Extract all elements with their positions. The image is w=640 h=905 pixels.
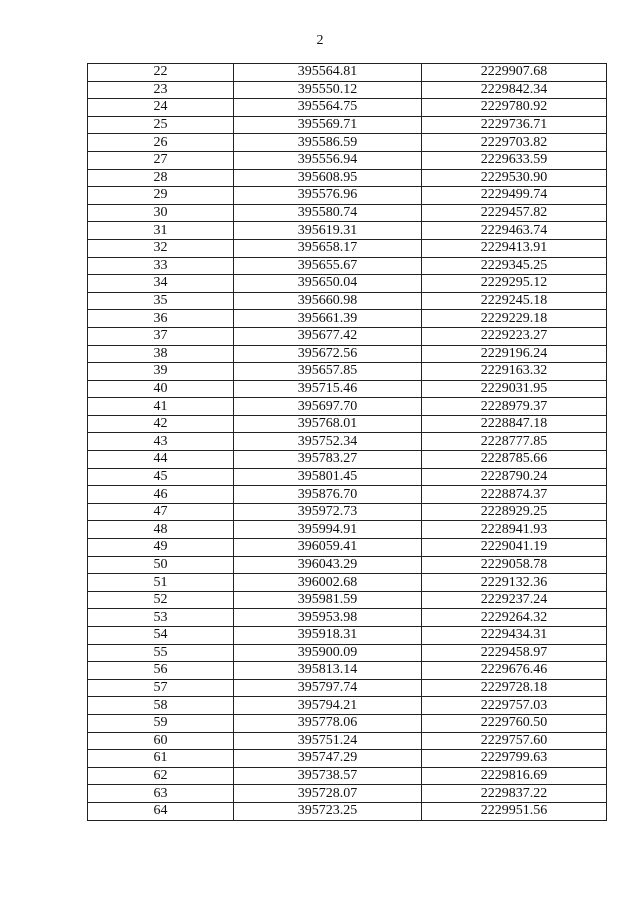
table-row (88, 627, 607, 645)
x-coordinate-cell: 395751.24 (234, 732, 422, 750)
point-number-cell: 26 (88, 134, 234, 152)
y-coordinate-cell: 2228777.85 (422, 433, 607, 451)
table-row (88, 81, 607, 99)
x-coordinate-cell: 395564.75 (234, 99, 422, 117)
table-row (88, 222, 607, 240)
y-coordinate-cell: 2229163.32 (422, 363, 607, 381)
point-number-cell: 40 (88, 380, 234, 398)
x-coordinate-cell: 395738.57 (234, 767, 422, 785)
x-coordinate-cell: 395650.04 (234, 275, 422, 293)
x-coordinate-cell: 395723.25 (234, 802, 422, 820)
x-coordinate-cell: 395900.09 (234, 644, 422, 662)
x-coordinate-cell: 395768.01 (234, 415, 422, 433)
y-coordinate-cell: 2229458.97 (422, 644, 607, 662)
point-number-cell: 30 (88, 204, 234, 222)
point-number-cell: 60 (88, 732, 234, 750)
table-row (88, 327, 607, 345)
x-coordinate-cell: 395813.14 (234, 662, 422, 680)
x-coordinate-cell: 395672.56 (234, 345, 422, 363)
point-number-cell: 54 (88, 627, 234, 645)
point-number-cell: 33 (88, 257, 234, 275)
table-row (88, 521, 607, 539)
point-number-cell: 57 (88, 679, 234, 697)
y-coordinate-cell: 2229842.34 (422, 81, 607, 99)
y-coordinate-cell: 2229951.56 (422, 802, 607, 820)
point-number-cell: 39 (88, 363, 234, 381)
table-row (88, 697, 607, 715)
table-row (88, 345, 607, 363)
table-row (88, 380, 607, 398)
point-number-cell: 22 (88, 64, 234, 82)
y-coordinate-cell: 2229041.19 (422, 539, 607, 557)
table-row (88, 99, 607, 117)
x-coordinate-cell: 395747.29 (234, 750, 422, 768)
table-row (88, 662, 607, 680)
point-number-cell: 28 (88, 169, 234, 187)
y-coordinate-cell: 2229229.18 (422, 310, 607, 328)
point-number-cell: 63 (88, 785, 234, 803)
x-coordinate-cell: 395661.39 (234, 310, 422, 328)
y-coordinate-cell: 2229676.46 (422, 662, 607, 680)
table-row (88, 609, 607, 627)
y-coordinate-cell: 2229780.92 (422, 99, 607, 117)
table-row (88, 116, 607, 134)
table-row (88, 204, 607, 222)
x-coordinate-cell: 395580.74 (234, 204, 422, 222)
y-coordinate-cell: 2229457.82 (422, 204, 607, 222)
y-coordinate-cell: 2229736.71 (422, 116, 607, 134)
point-number-cell: 34 (88, 275, 234, 293)
x-coordinate-cell: 395981.59 (234, 591, 422, 609)
y-coordinate-cell: 2228790.24 (422, 468, 607, 486)
y-coordinate-cell: 2229837.22 (422, 785, 607, 803)
x-coordinate-cell: 395797.74 (234, 679, 422, 697)
x-coordinate-cell: 396002.68 (234, 574, 422, 592)
y-coordinate-cell: 2229728.18 (422, 679, 607, 697)
y-coordinate-cell: 2229058.78 (422, 556, 607, 574)
x-coordinate-cell: 395657.85 (234, 363, 422, 381)
x-coordinate-cell: 395794.21 (234, 697, 422, 715)
table-row (88, 310, 607, 328)
y-coordinate-cell: 2229237.24 (422, 591, 607, 609)
x-coordinate-cell: 395918.31 (234, 627, 422, 645)
point-number-cell: 36 (88, 310, 234, 328)
y-coordinate-cell: 2229434.31 (422, 627, 607, 645)
table-row (88, 468, 607, 486)
point-number-cell: 62 (88, 767, 234, 785)
x-coordinate-cell: 395660.98 (234, 292, 422, 310)
x-coordinate-cell: 395576.96 (234, 187, 422, 205)
point-number-cell: 29 (88, 187, 234, 205)
y-coordinate-cell: 2229799.63 (422, 750, 607, 768)
table-row (88, 591, 607, 609)
x-coordinate-cell: 395586.59 (234, 134, 422, 152)
x-coordinate-cell: 395783.27 (234, 451, 422, 469)
point-number-cell: 42 (88, 415, 234, 433)
coordinates-table-body (88, 64, 607, 821)
y-coordinate-cell: 2229132.36 (422, 574, 607, 592)
table-row (88, 239, 607, 257)
point-number-cell: 24 (88, 99, 234, 117)
x-coordinate-cell: 395677.42 (234, 327, 422, 345)
point-number-cell: 35 (88, 292, 234, 310)
table-row (88, 415, 607, 433)
table-row (88, 767, 607, 785)
x-coordinate-cell: 395752.34 (234, 433, 422, 451)
table-row (88, 151, 607, 169)
y-coordinate-cell: 2229245.18 (422, 292, 607, 310)
table-row (88, 486, 607, 504)
point-number-cell: 50 (88, 556, 234, 574)
point-number-cell: 23 (88, 81, 234, 99)
y-coordinate-cell: 2229196.24 (422, 345, 607, 363)
point-number-cell: 53 (88, 609, 234, 627)
point-number-cell: 44 (88, 451, 234, 469)
x-coordinate-cell: 395619.31 (234, 222, 422, 240)
y-coordinate-cell: 2229499.74 (422, 187, 607, 205)
point-number-cell: 46 (88, 486, 234, 504)
x-coordinate-cell: 395608.95 (234, 169, 422, 187)
table-row (88, 539, 607, 557)
y-coordinate-cell: 2228847.18 (422, 415, 607, 433)
point-number-cell: 51 (88, 574, 234, 592)
y-coordinate-cell: 2229345.25 (422, 257, 607, 275)
point-number-cell: 31 (88, 222, 234, 240)
point-number-cell: 38 (88, 345, 234, 363)
y-coordinate-cell: 2229633.59 (422, 151, 607, 169)
y-coordinate-cell: 2229907.68 (422, 64, 607, 82)
table-row (88, 134, 607, 152)
table-row (88, 169, 607, 187)
y-coordinate-cell: 2229413.91 (422, 239, 607, 257)
table-row (88, 503, 607, 521)
y-coordinate-cell: 2228929.25 (422, 503, 607, 521)
table-row (88, 187, 607, 205)
y-coordinate-cell: 2229031.95 (422, 380, 607, 398)
x-coordinate-cell: 395876.70 (234, 486, 422, 504)
x-coordinate-cell: 395994.91 (234, 521, 422, 539)
x-coordinate-cell: 395569.71 (234, 116, 422, 134)
point-number-cell: 52 (88, 591, 234, 609)
point-number-cell: 61 (88, 750, 234, 768)
table-row (88, 679, 607, 697)
y-coordinate-cell: 2229760.50 (422, 714, 607, 732)
point-number-cell: 55 (88, 644, 234, 662)
y-coordinate-cell: 2228785.66 (422, 451, 607, 469)
point-number-cell: 47 (88, 503, 234, 521)
table-row (88, 398, 607, 416)
table-row (88, 433, 607, 451)
y-coordinate-cell: 2229530.90 (422, 169, 607, 187)
table-row (88, 574, 607, 592)
y-coordinate-cell: 2229757.03 (422, 697, 607, 715)
x-coordinate-cell: 395801.45 (234, 468, 422, 486)
table-row (88, 275, 607, 293)
y-coordinate-cell: 2229463.74 (422, 222, 607, 240)
table-row (88, 785, 607, 803)
y-coordinate-cell: 2228979.37 (422, 398, 607, 416)
table-row (88, 714, 607, 732)
point-number-cell: 59 (88, 714, 234, 732)
point-number-cell: 37 (88, 327, 234, 345)
point-number-cell: 27 (88, 151, 234, 169)
table-row (88, 292, 607, 310)
point-number-cell: 64 (88, 802, 234, 820)
table-row (88, 257, 607, 275)
x-coordinate-cell: 395728.07 (234, 785, 422, 803)
y-coordinate-cell: 2229264.32 (422, 609, 607, 627)
x-coordinate-cell: 395658.17 (234, 239, 422, 257)
x-coordinate-cell: 396059.41 (234, 539, 422, 557)
y-coordinate-cell: 2228941.93 (422, 521, 607, 539)
table-row (88, 750, 607, 768)
x-coordinate-cell: 395778.06 (234, 714, 422, 732)
page-number: 2 (316, 33, 324, 48)
point-number-cell: 48 (88, 521, 234, 539)
y-coordinate-cell: 2229223.27 (422, 327, 607, 345)
x-coordinate-cell: 395655.67 (234, 257, 422, 275)
table-row (88, 363, 607, 381)
coordinates-table (87, 63, 607, 821)
table-row (88, 732, 607, 750)
table-row (88, 644, 607, 662)
point-number-cell: 58 (88, 697, 234, 715)
table-row (88, 451, 607, 469)
point-number-cell: 56 (88, 662, 234, 680)
y-coordinate-cell: 2229757.60 (422, 732, 607, 750)
table-row (88, 802, 607, 820)
x-coordinate-cell: 395697.70 (234, 398, 422, 416)
point-number-cell: 43 (88, 433, 234, 451)
y-coordinate-cell: 2229295.12 (422, 275, 607, 293)
y-coordinate-cell: 2229703.82 (422, 134, 607, 152)
x-coordinate-cell: 395556.94 (234, 151, 422, 169)
point-number-cell: 49 (88, 539, 234, 557)
x-coordinate-cell: 395715.46 (234, 380, 422, 398)
x-coordinate-cell: 395953.98 (234, 609, 422, 627)
point-number-cell: 41 (88, 398, 234, 416)
y-coordinate-cell: 2228874.37 (422, 486, 607, 504)
table-row (88, 556, 607, 574)
x-coordinate-cell: 395564.81 (234, 64, 422, 82)
x-coordinate-cell: 396043.29 (234, 556, 422, 574)
point-number-cell: 25 (88, 116, 234, 134)
y-coordinate-cell: 2229816.69 (422, 767, 607, 785)
point-number-cell: 32 (88, 239, 234, 257)
table-row (88, 64, 607, 82)
x-coordinate-cell: 395972.73 (234, 503, 422, 521)
x-coordinate-cell: 395550.12 (234, 81, 422, 99)
point-number-cell: 45 (88, 468, 234, 486)
